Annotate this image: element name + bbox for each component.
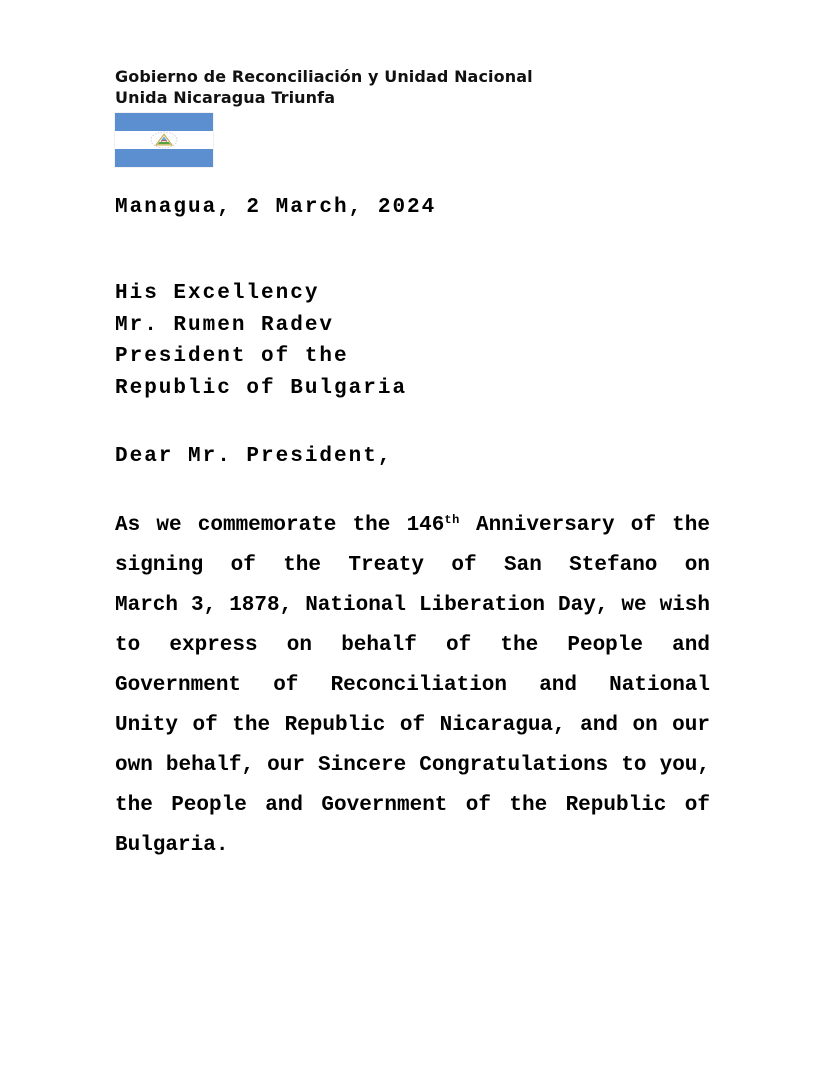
letterhead-org-name: Gobierno de Reconciliación y Unidad Nacional (115, 67, 533, 86)
body-line: Bulgaria. (115, 834, 229, 857)
letterhead-slogan: Unida Nicaragua Triunfa (115, 88, 336, 107)
flag-stripe-bottom (115, 149, 213, 167)
flag-emblem-icon (149, 131, 179, 149)
body-line: signing of the Treaty of San Stefano on (115, 554, 710, 577)
flag-stripe-top (115, 113, 213, 131)
body-line: Government of Reconciliation and National (115, 674, 710, 697)
body-line1-pre: As we commemorate the 146 (115, 514, 445, 537)
letterhead (115, 66, 710, 108)
recipient-line-title: President of the (115, 345, 349, 368)
dateline: Managua, 2 March, 2024 (115, 196, 437, 219)
recipient-block (115, 278, 710, 404)
body-line: Unity of the Republic of Nicaragua, and on our (115, 714, 710, 737)
body-paragraph (115, 506, 710, 866)
body-line: to express on behalf of the People and (115, 634, 710, 657)
nicaragua-flag (115, 113, 213, 167)
body-line: the People and Government of the Republic of (115, 794, 710, 817)
body-line: own behalf, our Sincere Congratulations to you, (115, 754, 710, 777)
ordinal-superscript: th (444, 513, 460, 527)
recipient-line-name: Mr. Rumen Radev (115, 313, 335, 337)
body-line: March 3, 1878, National Liberation Day, we wish (115, 594, 710, 617)
body-line1-post: Anniversary of the (459, 514, 710, 537)
recipient-line-honorific: His Excellency (115, 282, 320, 305)
body-line (115, 506, 710, 546)
salutation: Dear Mr. President, (115, 445, 393, 468)
recipient-line-country: Republic of Bulgaria (115, 376, 408, 400)
